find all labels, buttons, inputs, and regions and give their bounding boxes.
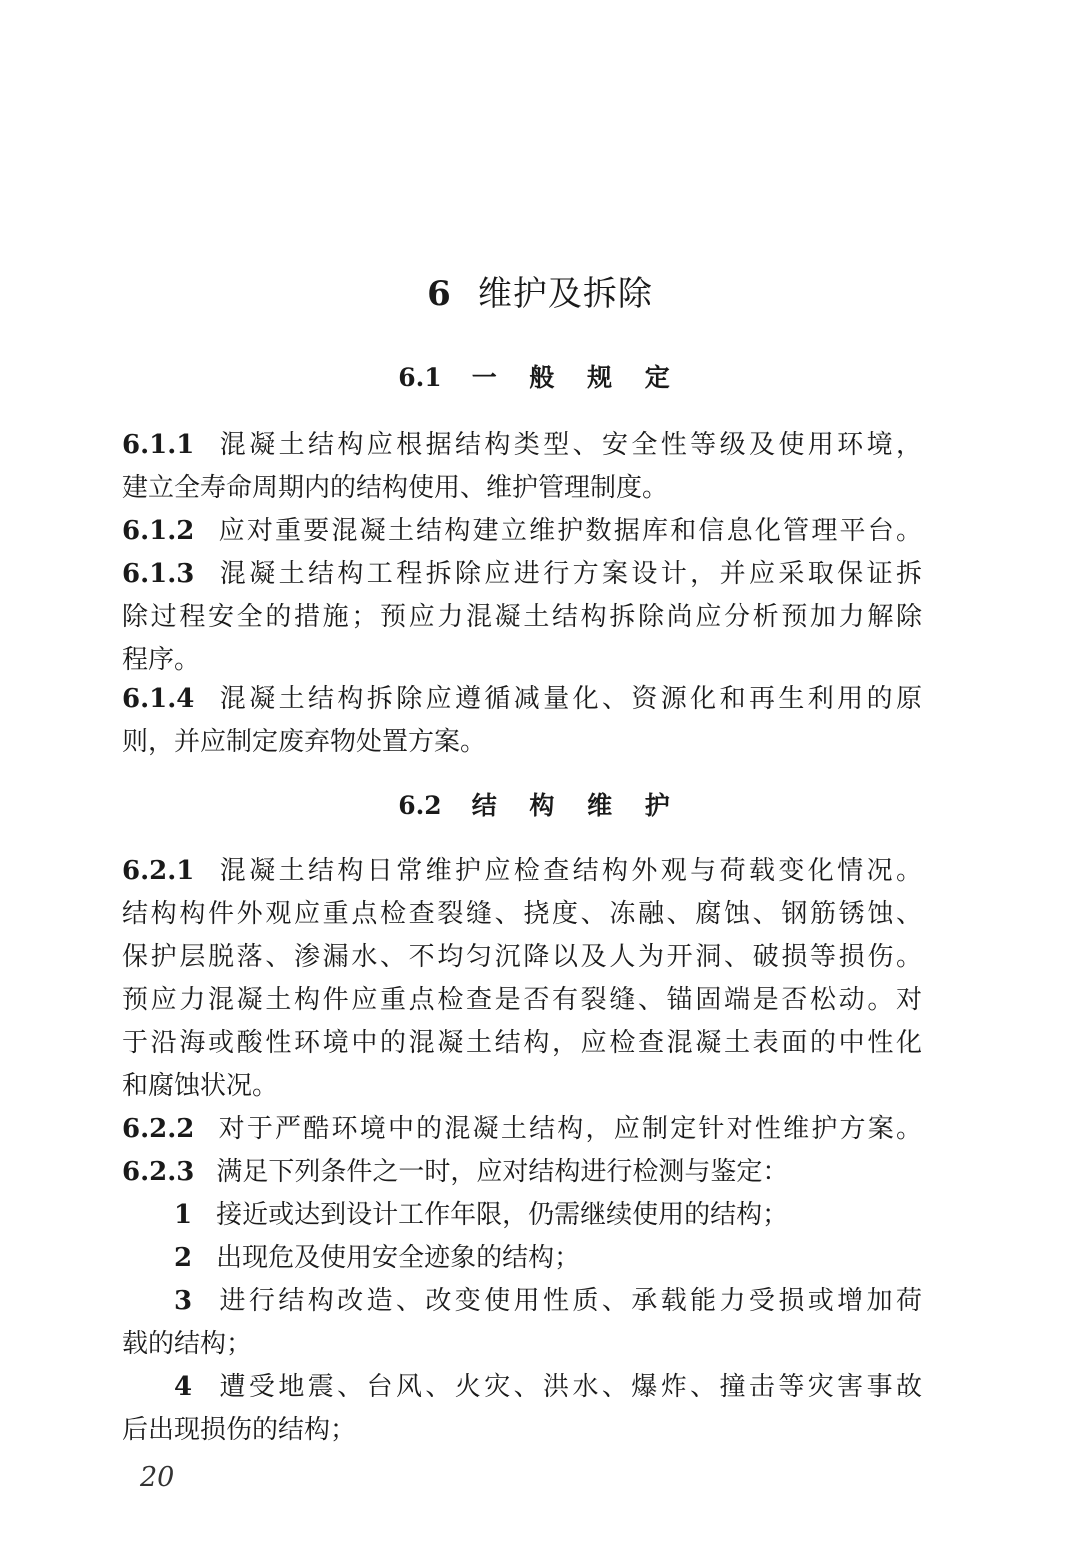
section-title [0,358,1080,398]
clause [122,510,922,553]
chapter-title-text: 维护及拆除 [477,274,653,314]
item-line [122,1237,922,1280]
list-item [122,1280,922,1366]
clause [122,1108,922,1151]
clause-line [122,553,922,596]
clause-line: 保护层脱落、渗漏水、不均匀沉降以及人为开洞、破损等损伤。 [122,942,922,972]
item-number: 3 [174,1286,193,1316]
section-number: 6.2 [398,791,442,820]
clause-line: 则，并应制定废弃物处置方案。 [122,727,487,757]
item-number: 4 [174,1372,193,1402]
clause-number: 6.2.1 [122,856,195,886]
clause-line: 于沿海或酸性环境中的混凝土结构，应检查混凝土表面的中性化 [122,1028,922,1058]
section-title-text: 一 般 规 定 [471,363,682,392]
clause-line [122,850,922,893]
list-item [122,1366,922,1452]
clause [122,678,922,764]
clause-line: 和腐蚀状况。 [122,1071,279,1101]
clause-number: 6.1.2 [122,516,195,546]
item-text: 出现危及使用安全迹象的结构； [216,1243,581,1273]
item-line [122,1366,922,1409]
clause-line: 程序。 [122,645,201,675]
clause [122,553,922,682]
item-number: 2 [174,1243,193,1273]
page-number: 20 [140,1462,175,1493]
section-number: 6.1 [398,363,442,392]
clause-number: 6.1.4 [122,684,195,714]
clause [122,850,922,1108]
item-line [122,1280,922,1323]
clause-text: 对于严酷环境中的混凝土结构，应制定针对性维护方案。 [216,1114,922,1144]
clause-text: 应对重要混凝土结构建立维护数据库和信息化管理平台。 [216,516,922,546]
clause-text: 满足下列条件之一时，应对结构进行检测与鉴定： [216,1157,789,1187]
section-title-text: 结 构 维 护 [471,791,682,820]
clause [122,424,922,510]
section-title [0,786,1080,826]
clause-line [122,678,922,721]
clause-line [122,424,922,467]
clause [122,1151,922,1194]
clause-line: 除过程安全的措施；预应力混凝土结构拆除尚应分析预加力解除 [122,602,922,632]
clause-text: 混凝土结构应根据结构类型、安全性等级及使用环境， [216,430,922,460]
item-text: 进行结构改造、改变使用性质、承载能力受损或增加荷 [216,1286,922,1316]
clause-line [122,510,922,553]
clause-number: 6.1.1 [122,430,195,460]
clause-line [122,1151,922,1194]
clause-text: 混凝土结构日常维护应检查结构外观与荷载变化情况。 [216,856,922,886]
list-item [122,1194,922,1237]
clause-text: 混凝土结构拆除应遵循减量化、资源化和再生利用的原 [216,684,922,714]
item-line: 后出现损伤的结构； [122,1415,357,1445]
clause-number: 6.2.2 [122,1114,195,1144]
chapter-number: 6 [427,274,452,314]
item-line [122,1194,922,1237]
clause-line: 结构构件外观应重点检查裂缝、挠度、冻融、腐蚀、钢筋锈蚀、 [122,899,922,929]
clause-line: 预应力混凝土构件应重点检查是否有裂缝、锚固端是否松动。对 [122,985,922,1015]
clause-number: 6.2.3 [122,1157,195,1187]
clause-line: 建立全寿命周期内的结构使用、维护管理制度。 [122,473,669,503]
item-number: 1 [174,1200,193,1230]
clause-number: 6.1.3 [122,559,195,589]
item-line: 载的结构； [122,1329,253,1359]
clause-text: 混凝土结构工程拆除应进行方案设计，并应采取保证拆 [216,559,922,589]
chapter-title [0,268,1080,320]
list-item [122,1237,922,1280]
clause-line [122,1108,922,1151]
item-text: 接近或达到设计工作年限，仍需继续使用的结构； [216,1200,789,1230]
item-text: 遭受地震、台风、火灾、洪水、爆炸、撞击等灾害事故 [216,1372,922,1402]
